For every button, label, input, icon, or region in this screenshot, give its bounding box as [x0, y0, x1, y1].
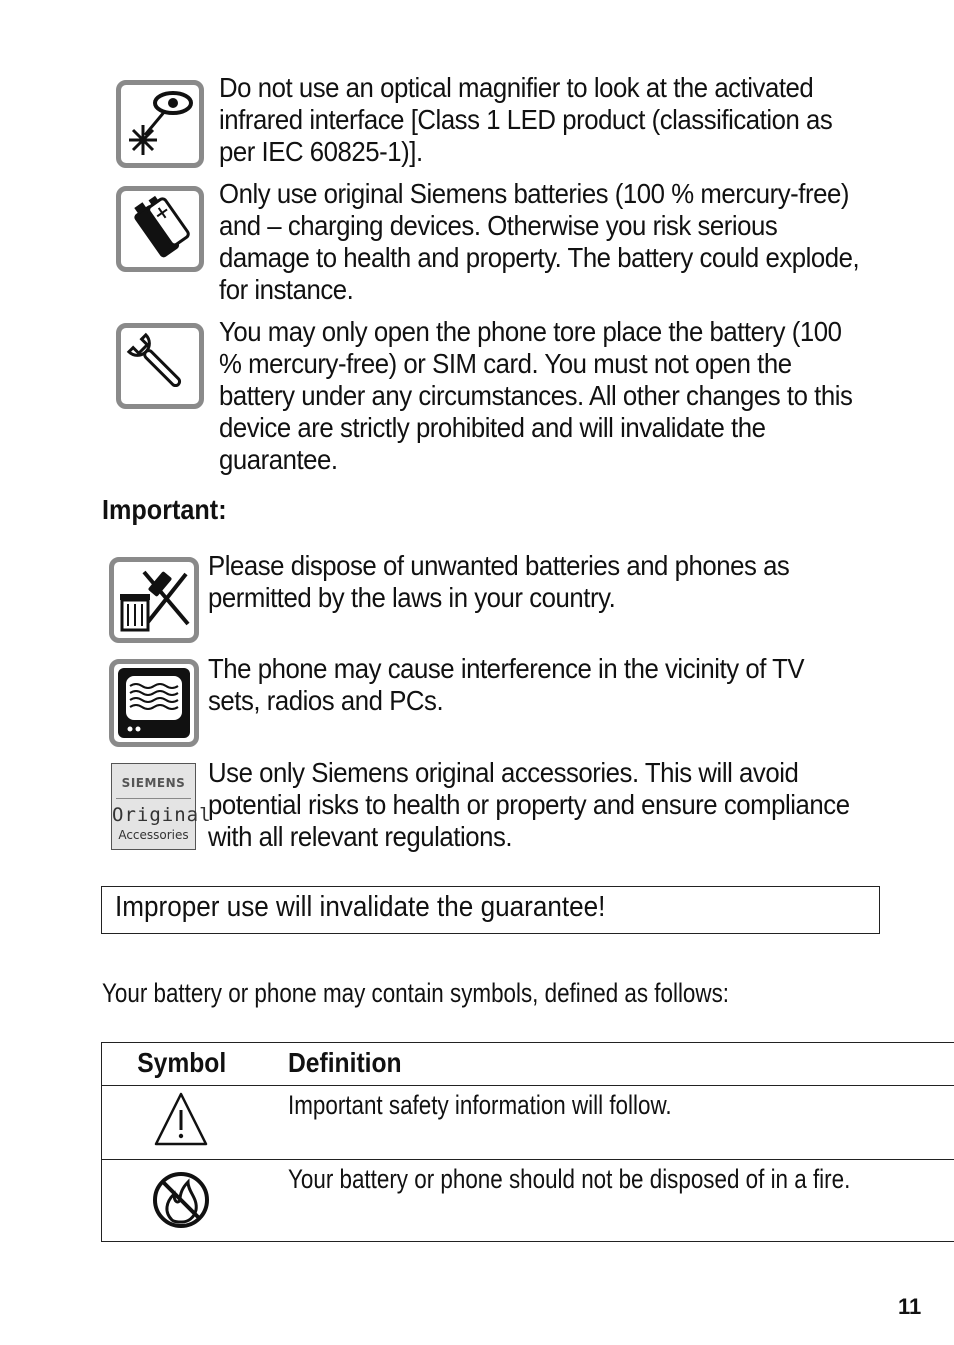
battery-icon — [116, 186, 204, 272]
table-row — [102, 1086, 954, 1160]
important-heading: Important: — [102, 494, 227, 525]
wrench-icon — [116, 323, 204, 409]
badge-line2: Accessories — [118, 828, 189, 842]
definition-column-header: Definition — [288, 1047, 402, 1078]
page-number: 11 — [898, 1294, 922, 1319]
warning-triangle-icon — [102, 1086, 288, 1154]
tv-interference-icon — [109, 659, 199, 747]
definition-text: Your battery or phone should not be disposed of in a fire. — [288, 1164, 851, 1194]
definition-text: Important safety information will follow. — [288, 1090, 672, 1120]
table-header-row — [102, 1043, 954, 1086]
tv-interference-text: The phone may cause interference in the vicinity of TV sets, radios and PCs. — [208, 653, 805, 716]
symbols-intro: Your battery or phone may contain symbols, defined as follows: — [102, 978, 730, 1008]
badge-line1: Original — [112, 804, 212, 826]
disposal-text: Please dispose of unwanted batteries and phones as permitted by the laws in your country. — [208, 550, 790, 613]
guarantee-warning-text: Improper use will invalidate the guarantee! — [115, 891, 606, 923]
siemens-original-accessories-logo — [111, 763, 212, 850]
magnifier-warning-text: Do not use an optical magnifier to look at the activated infrared interface [Class 1 LED product (classification as per IEC 60825-1)]. — [219, 72, 833, 167]
accessories-text: Use only Siemens original accessories. This will avoid potential risks to health or property and ensure compliance with all relevant regulations. — [208, 757, 850, 852]
symbols-table — [101, 1042, 954, 1242]
badge-brand: SIEMENS — [121, 776, 186, 790]
battery-warning-text: Only use original Siemens batteries (100 % mercury-free) and – charging devices. Otherwise you risk serious damage to health and property. The battery could explode, for instance. — [219, 178, 860, 305]
no-trash-disposal-icon — [109, 557, 199, 643]
guarantee-warning-box — [101, 886, 880, 934]
open-phone-warning-text: You may only open the phone tore place the battery (100 % mercury-free) or SIM card. You must not open the battery under any circumstances. All other changes to this device are strictly prohibited and will invalidate the guarantee. — [219, 316, 853, 475]
table-row — [102, 1160, 954, 1242]
laser-magnifier-icon — [116, 80, 204, 168]
symbol-column-header: Symbol — [137, 1047, 227, 1078]
no-fire-icon — [102, 1160, 288, 1236]
